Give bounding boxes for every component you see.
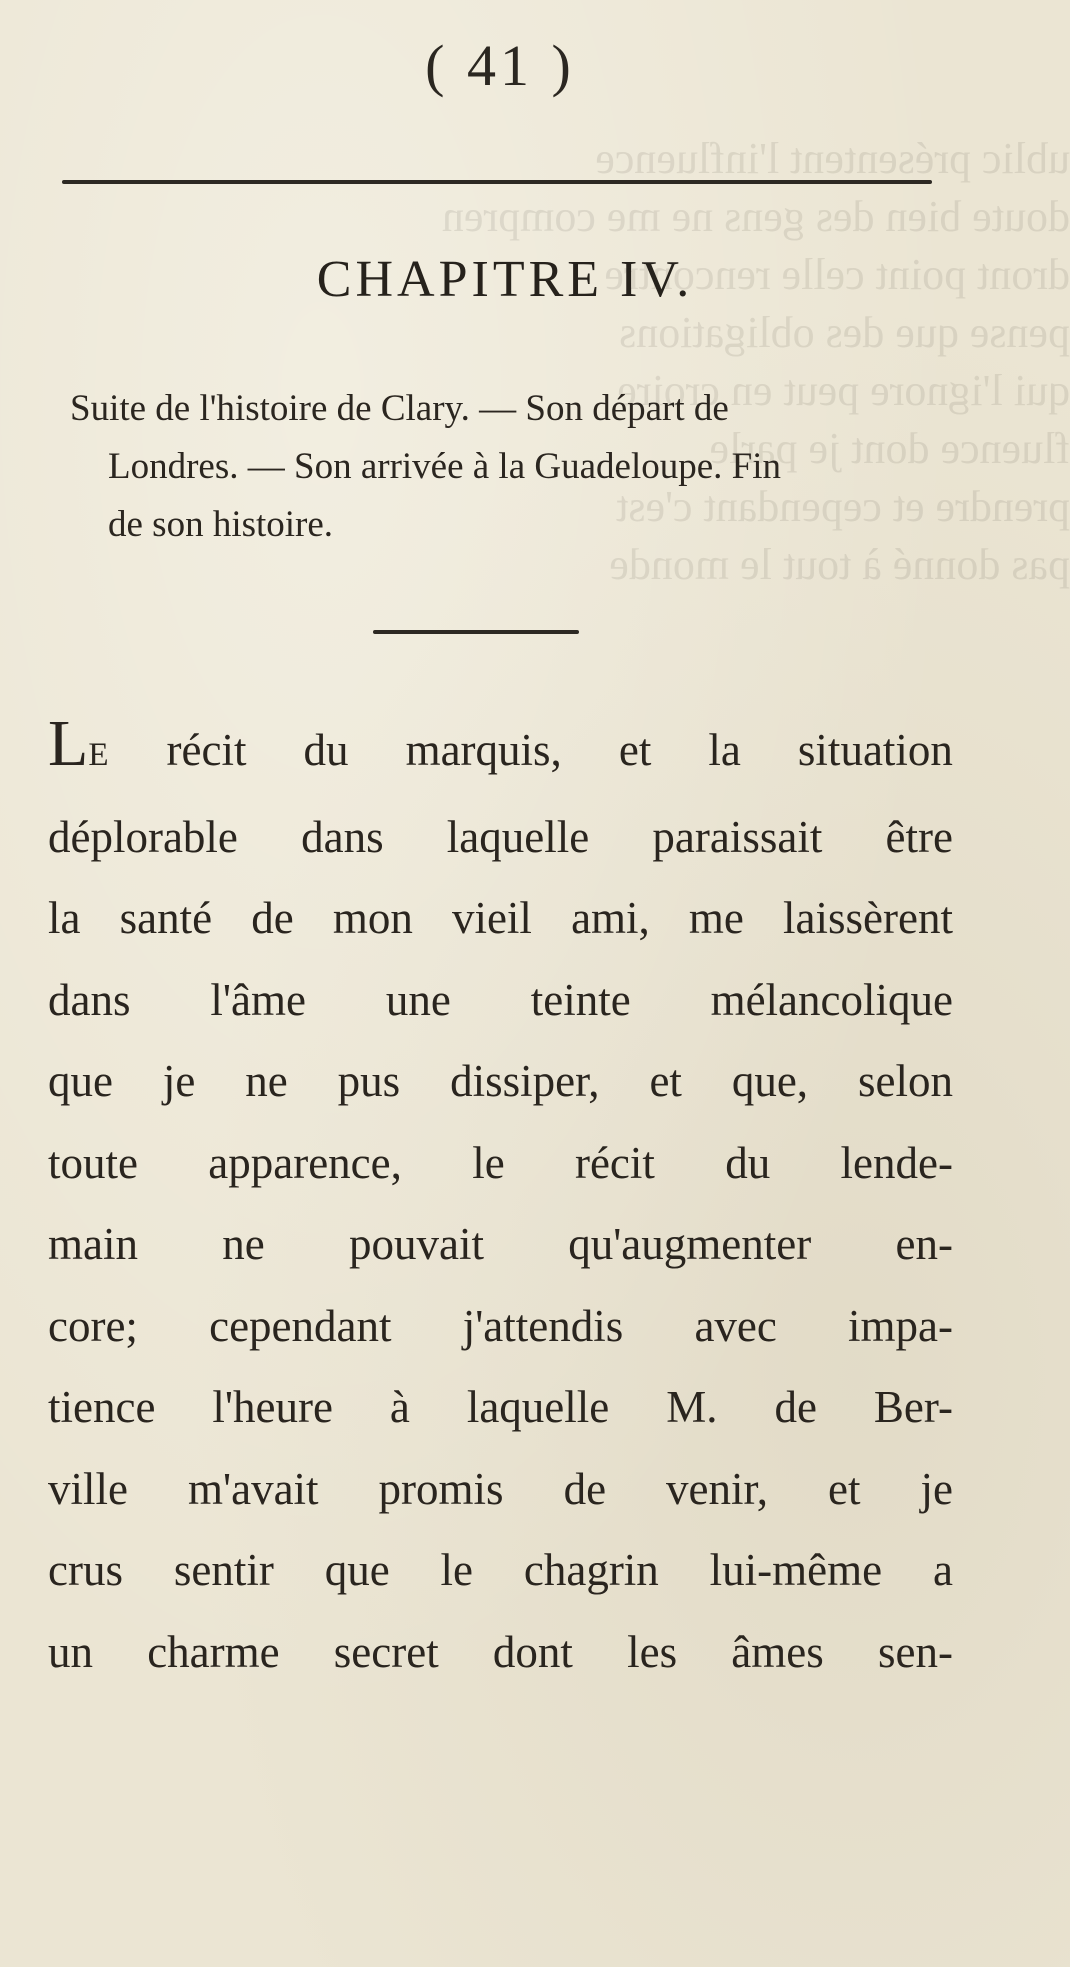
word: vieil (451, 893, 532, 943)
word: âmes (731, 1626, 824, 1677)
word: M. (666, 1382, 718, 1432)
word: et (827, 1463, 861, 1514)
word: ne (222, 1219, 265, 1269)
word: dont (492, 1626, 573, 1677)
word: de (774, 1382, 817, 1432)
word: charme (147, 1626, 280, 1677)
body-line (48, 1204, 953, 1286)
word: paraissait (652, 811, 823, 862)
body-line (48, 797, 953, 879)
word: laissèrent (783, 893, 953, 943)
page-number: ( 41 ) (425, 33, 575, 98)
word: lende- (840, 1137, 953, 1188)
word: santé (119, 893, 213, 943)
word: apparence, (208, 1137, 402, 1188)
word: cependant (209, 1300, 392, 1351)
word: et (649, 1056, 682, 1106)
word: en- (895, 1219, 953, 1269)
word: chagrin (523, 1545, 659, 1595)
word: laquelle (446, 811, 590, 862)
word: venir, (666, 1463, 768, 1514)
word: le (440, 1545, 474, 1595)
body-line (48, 1041, 953, 1123)
word: de (251, 893, 294, 943)
word: je (162, 1056, 196, 1106)
word: dans (301, 811, 384, 862)
word: m'avait (187, 1463, 319, 1514)
word: dans (48, 974, 131, 1025)
body-line (48, 1123, 953, 1205)
word: lui-même (709, 1545, 883, 1595)
word: de (563, 1463, 607, 1514)
word: laquelle (466, 1382, 610, 1432)
word: mélancolique (710, 974, 953, 1025)
word: situation (797, 725, 953, 775)
word: pouvait (348, 1219, 484, 1269)
body-line (48, 1286, 953, 1368)
word: pus (337, 1056, 401, 1106)
word: à (389, 1382, 410, 1432)
word: être (885, 811, 953, 862)
header-rule (62, 180, 932, 184)
word: dissiper, (450, 1056, 600, 1106)
word: que, (731, 1056, 809, 1106)
word: ville (48, 1463, 128, 1514)
word: sen- (877, 1626, 953, 1677)
word: l'âme (210, 974, 306, 1025)
drop-cap-word (48, 707, 110, 797)
word: core; (48, 1300, 138, 1351)
section-divider (373, 630, 579, 634)
word: une (385, 974, 451, 1025)
word: sentir (173, 1545, 274, 1595)
summary-line: Londres. — Son arrivée à la Guadeloupe. Fin (108, 446, 782, 487)
small-caps: E (88, 737, 110, 773)
body-line-first (48, 707, 953, 797)
word: avec (694, 1300, 777, 1351)
body-line (48, 1367, 953, 1449)
word: promis (378, 1463, 504, 1514)
word: crus (48, 1545, 123, 1595)
chapter-title: CHAPITRE IV. (316, 251, 694, 308)
word: marquis, (405, 725, 562, 775)
word: récit (574, 1137, 655, 1188)
word: mon (332, 893, 413, 943)
word: ne (245, 1056, 288, 1106)
body-line (48, 960, 953, 1042)
chapter-summary (70, 380, 970, 554)
word: déplorable (48, 811, 238, 862)
word: un (48, 1626, 93, 1677)
word: impa- (848, 1300, 953, 1351)
word: la (708, 725, 741, 775)
word: j'attendis (462, 1300, 624, 1351)
word: secret (333, 1626, 439, 1677)
body-line (48, 1530, 953, 1612)
word: Ber- (873, 1382, 953, 1432)
word: le (472, 1137, 505, 1188)
word: teinte (530, 974, 631, 1025)
word: ami, (571, 893, 650, 943)
word: l'heure (212, 1382, 333, 1432)
word: que (48, 1056, 113, 1106)
word: récit (166, 725, 247, 775)
word: la (48, 893, 81, 943)
word: toute (48, 1137, 138, 1188)
word: du (303, 725, 349, 775)
summary-line: de son histoire. (108, 504, 334, 545)
word: les (627, 1626, 678, 1677)
word: qu'augmenter (568, 1219, 812, 1269)
body-line (48, 878, 953, 960)
word: du (725, 1137, 771, 1188)
chapter-body (48, 707, 953, 1693)
summary-line: Suite de l'histoire de Clary. — Son départ de (70, 388, 729, 429)
word: je (920, 1463, 953, 1514)
word: que (324, 1545, 390, 1595)
drop-cap: L (48, 707, 89, 780)
bleed-through-texture: ublic présentent l'influence doute bien des gens ne me compren dront point celle rencontre pense que des obligations qui l'ignore peut en croire fluence dont je parle prendre et cependant c'est pas donné à tout le monde (441, 134, 1070, 589)
word: a (932, 1545, 953, 1595)
word: me (688, 893, 744, 943)
body-line (48, 1612, 953, 1694)
word: et (618, 725, 652, 775)
word: main (48, 1219, 138, 1269)
word: tience (48, 1382, 156, 1432)
body-line (48, 1449, 953, 1531)
word: selon (857, 1056, 953, 1106)
